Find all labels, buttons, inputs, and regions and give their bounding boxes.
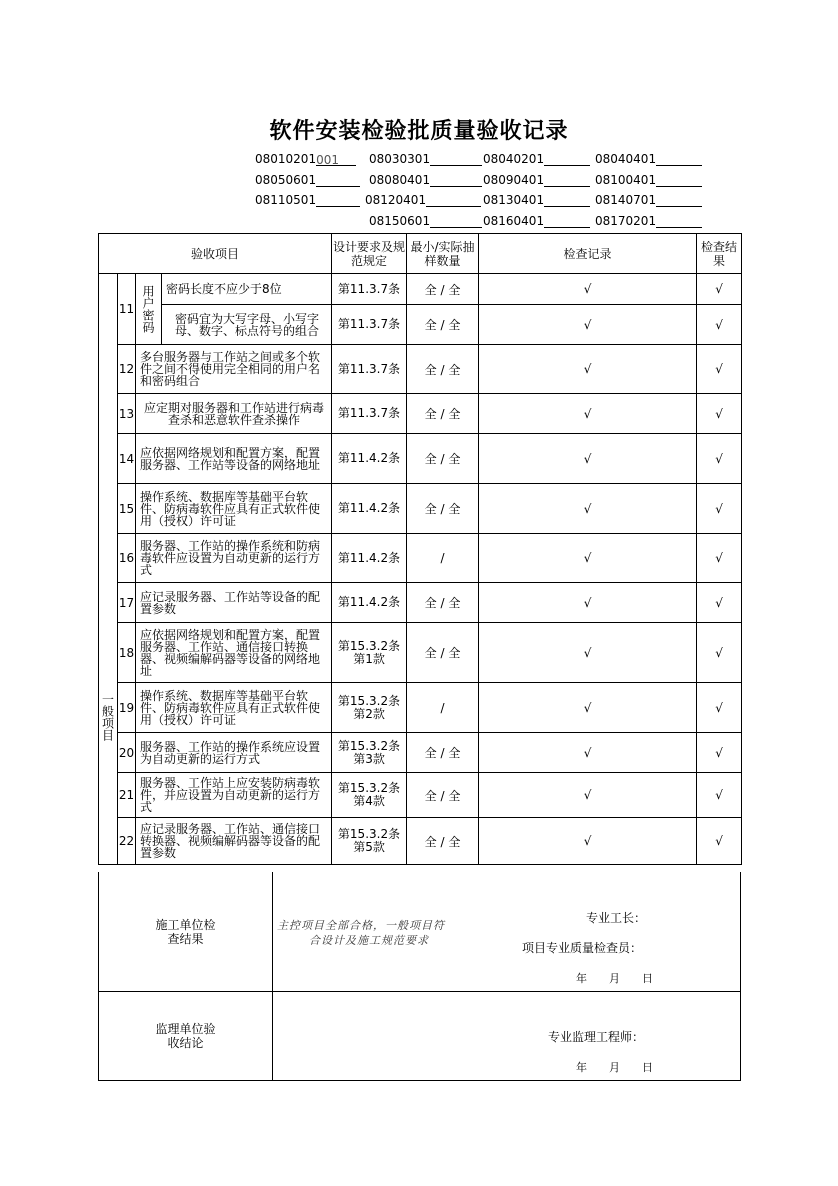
table-row <box>99 623 742 683</box>
code-blank <box>316 174 360 187</box>
code-number: 08170201 <box>595 214 657 228</box>
code-blank <box>656 174 702 187</box>
code-number: 08100401 <box>595 173 657 187</box>
construction-date: 年 月 日 <box>576 972 653 985</box>
item-text: 密码宜为大写字母、小写字母、数字、标点符号的组合 <box>162 305 332 345</box>
code-number: 08130401 <box>483 193 545 207</box>
supervision-date: 年 月 日 <box>576 1061 653 1074</box>
check-result: √ <box>697 434 742 484</box>
clause: 第11.3.7条 <box>332 394 407 434</box>
check-record: √ <box>479 623 697 683</box>
item-text: 密码长度不应少于8位 <box>162 274 332 305</box>
header-result: 检查结果 <box>697 234 742 274</box>
item-text: 应依据网络规划和配置方案，配置服务器、工作站等设备的网络地址 <box>136 434 332 484</box>
row-number: 12 <box>118 345 136 394</box>
check-record: √ <box>479 345 697 394</box>
inspection-code <box>483 214 590 228</box>
acceptance-table <box>98 233 742 865</box>
code-number: 08120401 <box>365 193 427 207</box>
table-row <box>99 305 742 345</box>
item-text: 多台服务器与工作站之间或多个软件之间不得使用完全相同的用户名和密码组合 <box>136 345 332 394</box>
inspection-code <box>595 214 702 228</box>
table-row <box>99 683 742 733</box>
check-record: √ <box>479 534 697 583</box>
table-row <box>99 274 742 305</box>
inspection-code <box>483 193 590 207</box>
sample-qty: 全 / 全 <box>407 773 479 818</box>
row-number: 18 <box>118 623 136 683</box>
code-blank <box>426 194 481 207</box>
code-number: 08090401 <box>483 173 545 187</box>
inspection-code <box>255 173 360 187</box>
code-blank <box>656 194 702 207</box>
check-record: √ <box>479 583 697 623</box>
table-row <box>99 583 742 623</box>
check-result: √ <box>697 773 742 818</box>
item-text: 应定期对服务器和工作站进行病毒查杀和恶意软件查杀操作 <box>136 394 332 434</box>
clause: 第11.4.2条 <box>332 534 407 583</box>
inspection-code <box>595 173 702 187</box>
code-number: 08040401 <box>595 152 657 166</box>
check-record: √ <box>479 434 697 484</box>
item-text: 服务器、工作站的操作系统和防病毒软件应设置为自动更新的运行方式 <box>136 534 332 583</box>
code-blank <box>656 215 702 228</box>
header-qty: 最小/实际抽样数量 <box>407 234 479 274</box>
code-blank <box>430 215 482 228</box>
code-number: 08030301 <box>369 152 431 166</box>
code-blank <box>656 153 702 166</box>
foreman-label: 专业工长： <box>586 911 647 925</box>
inspection-code <box>255 193 360 207</box>
group-label-cell <box>136 274 162 345</box>
construction-handwriting-2: 合设计及施工规范要求 <box>309 934 429 947</box>
clause: 第15.3.2条第2款 <box>332 683 407 733</box>
header-item: 验收项目 <box>99 234 332 274</box>
table-row <box>99 434 742 484</box>
sample-qty: 全 / 全 <box>407 583 479 623</box>
sample-qty: / <box>407 534 479 583</box>
check-result: √ <box>697 583 742 623</box>
inspection-code <box>483 173 590 187</box>
clause: 第15.3.2条第3款 <box>332 733 407 773</box>
inspection-code <box>255 152 356 166</box>
header-record: 检查记录 <box>479 234 697 274</box>
clause: 第11.4.2条 <box>332 583 407 623</box>
code-blank <box>544 215 590 228</box>
row-number: 16 <box>118 534 136 583</box>
code-number: 08040201 <box>483 152 545 166</box>
code-number: 08140701 <box>595 193 657 207</box>
supervision-engineer-label: 专业监理工程师： <box>548 1030 645 1044</box>
check-record: √ <box>479 305 697 345</box>
item-text: 操作系统、数据库等基础平台软件、防病毒软件应具有正式软件使用（授权）许可证 <box>136 484 332 534</box>
clause: 第11.3.7条 <box>332 274 407 305</box>
row-number: 14 <box>118 434 136 484</box>
check-result: √ <box>697 534 742 583</box>
clause: 第11.4.2条 <box>332 434 407 484</box>
item-text: 应记录服务器、工作站、通信接口转换器、视频编解码器等设备的配置参数 <box>136 818 332 865</box>
sample-qty: 全 / 全 <box>407 733 479 773</box>
inspection-code <box>365 193 481 207</box>
check-result: √ <box>697 623 742 683</box>
code-blank <box>316 194 360 207</box>
clause: 第11.3.7条 <box>332 345 407 394</box>
check-record: √ <box>479 394 697 434</box>
check-result: √ <box>697 345 742 394</box>
row-number: 11 <box>118 274 136 345</box>
item-text: 服务器、工作站上应安装防病毒软件，并应设置为自动更新的运行方式 <box>136 773 332 818</box>
code-blank <box>316 153 356 166</box>
table-header-row <box>99 234 742 274</box>
check-record: √ <box>479 733 697 773</box>
code-blank <box>430 153 482 166</box>
check-record: √ <box>479 484 697 534</box>
table-row <box>99 733 742 773</box>
code-number: 08150601 <box>369 214 431 228</box>
row-number: 15 <box>118 484 136 534</box>
construction-label: 施工单位检查结果 <box>99 872 273 991</box>
sample-qty: / <box>407 683 479 733</box>
inspection-code <box>369 214 482 228</box>
inspection-code <box>483 152 590 166</box>
check-record: √ <box>479 683 697 733</box>
row-number: 21 <box>118 773 136 818</box>
clause: 第15.3.2条第5款 <box>332 818 407 865</box>
inspection-code <box>595 193 702 207</box>
check-record: √ <box>479 274 697 305</box>
header-clause: 设计要求及规范规定 <box>332 234 407 274</box>
code-suffix: 001 <box>316 153 339 167</box>
table-row <box>99 534 742 583</box>
code-blank <box>544 153 590 166</box>
quality-inspector-label: 项目专业质量检查员： <box>522 941 643 955</box>
sample-qty: 全 / 全 <box>407 394 479 434</box>
check-result: √ <box>697 305 742 345</box>
sample-qty: 全 / 全 <box>407 305 479 345</box>
check-result: √ <box>697 818 742 865</box>
item-text: 操作系统、数据库等基础平台软件、防病毒软件应具有正式软件使用（授权）许可证 <box>136 683 332 733</box>
table-row <box>99 345 742 394</box>
sample-qty: 全 / 全 <box>407 345 479 394</box>
check-record: √ <box>479 818 697 865</box>
code-number: 08080401 <box>369 173 431 187</box>
check-result: √ <box>697 394 742 434</box>
check-result: √ <box>697 274 742 305</box>
supervision-label: 监理单位验收结论 <box>99 992 273 1080</box>
row-number: 17 <box>118 583 136 623</box>
row-number: 22 <box>118 818 136 865</box>
inspection-code <box>595 152 702 166</box>
construction-handwriting-1: 主控项目全部合格，一般项目符 <box>277 919 445 932</box>
table-row <box>99 484 742 534</box>
table-row <box>99 818 742 865</box>
table-row <box>99 773 742 818</box>
clause: 第11.4.2条 <box>332 484 407 534</box>
code-number: 08050601 <box>255 173 317 187</box>
code-number: 08110501 <box>255 193 317 207</box>
code-blank <box>544 194 590 207</box>
clause: 第15.3.2条第1款 <box>332 623 407 683</box>
table-row <box>99 394 742 434</box>
check-record: √ <box>479 773 697 818</box>
sample-qty: 全 / 全 <box>407 818 479 865</box>
clause: 第11.3.7条 <box>332 305 407 345</box>
check-result: √ <box>697 683 742 733</box>
item-text: 应依据网络规划和配置方案，配置服务器、工作站、通信接口转换器、视频编解码器等设备的网络地址 <box>136 623 332 683</box>
row-number: 20 <box>118 733 136 773</box>
section-label: 一般项目 <box>100 692 115 741</box>
page-title: 软件安装检验批质量验收记录 <box>269 118 569 144</box>
check-result: √ <box>697 733 742 773</box>
sample-qty: 全 / 全 <box>407 623 479 683</box>
section-label-cell <box>99 274 118 865</box>
clause: 第15.3.2条第4款 <box>332 773 407 818</box>
sample-qty: 全 / 全 <box>407 274 479 305</box>
row-number: 13 <box>118 394 136 434</box>
code-number: 08010201 <box>255 152 317 166</box>
group-label: 用户密码 <box>141 285 155 333</box>
inspection-code <box>369 173 482 187</box>
code-blank <box>430 174 482 187</box>
inspection-code <box>369 152 482 166</box>
supervision-section <box>98 992 741 1081</box>
item-text: 服务器、工作站的操作系统应设置为自动更新的运行方式 <box>136 733 332 773</box>
sample-qty: 全 / 全 <box>407 434 479 484</box>
code-number: 08160401 <box>483 214 545 228</box>
check-result: √ <box>697 484 742 534</box>
construction-section <box>98 872 741 992</box>
code-blank <box>544 174 590 187</box>
item-text: 应记录服务器、工作站等设备的配置参数 <box>136 583 332 623</box>
sample-qty: 全 / 全 <box>407 484 479 534</box>
row-number: 19 <box>118 683 136 733</box>
